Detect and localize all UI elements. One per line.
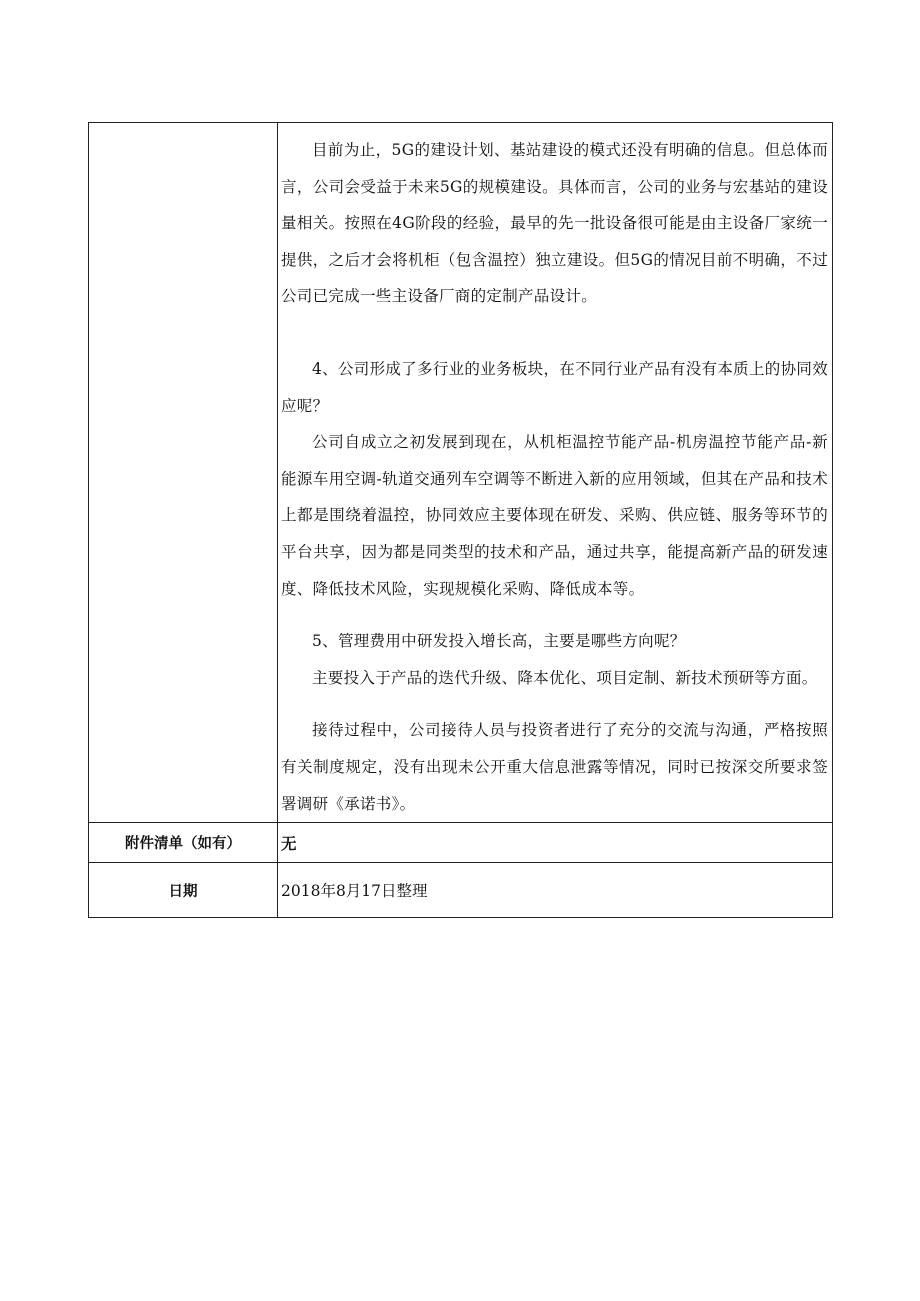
question-5: 5、管理费用中研发投入增长高，主要是哪些方向呢？ bbox=[312, 632, 686, 651]
investor-relations-record-table bbox=[88, 122, 833, 918]
question-4: 4、公司形成了多行业的业务板块，在不同行业产品有没有本质上的协同效应呢？ bbox=[281, 359, 828, 415]
answer-4: 公司自成立之初发展到现在，从机柜温控节能产品-机房温控节能产品-新能源车用空调-轨道交通列车空调等不断进入新的应用领域，但其在产品和技术上都是围绕着温控，协同效应主要体现在研发、采购、供应链、服务等环节的平台共享，因为都是同类型的技术和产品，通过共享，能提高新产品的研发速度、降低技术风险，实现规模化采购、降低成本等。 bbox=[281, 433, 828, 598]
date-label: 日期 bbox=[89, 863, 278, 918]
closing-statement: 接待过程中，公司接待人员与投资者进行了充分的交流与沟通，严格按照有关制度规定，没有出现未公开重大信息泄露等情况，同时已按深交所要求签署调研《承诺书》。 bbox=[281, 721, 828, 813]
content-body-cell bbox=[278, 123, 833, 823]
content-label-cell bbox=[89, 123, 278, 823]
attachments-row bbox=[89, 823, 833, 863]
spacer bbox=[281, 607, 828, 623]
spacer bbox=[281, 696, 828, 712]
attachments-value: 无 bbox=[278, 823, 833, 863]
date-value: 2018年8月17日整理 bbox=[278, 863, 833, 918]
attachments-label: 附件清单（如有） bbox=[89, 823, 278, 863]
paragraph-5g-plan: 目前为止，5G的建设计划、基站建设的模式还没有明确的信息。但总体而言，公司会受益于未来5G的规模建设。具体而言，公司的业务与宏基站的建设量相关。按照在4G阶段的经验，最早的先一批设备很可能是由主设备厂家统一提供，之后才会将机柜（包含温控）独立建设。但5G的情况目前不明确，不过公司已完成一些主设备厂商的定制产品设计。 bbox=[281, 141, 828, 306]
content-row bbox=[89, 123, 833, 823]
date-row bbox=[89, 863, 833, 918]
answer-5: 主要投入于产品的迭代升级、降本优化、项目定制、新技术预研等方面。 bbox=[312, 668, 818, 687]
spacer bbox=[281, 315, 828, 351]
